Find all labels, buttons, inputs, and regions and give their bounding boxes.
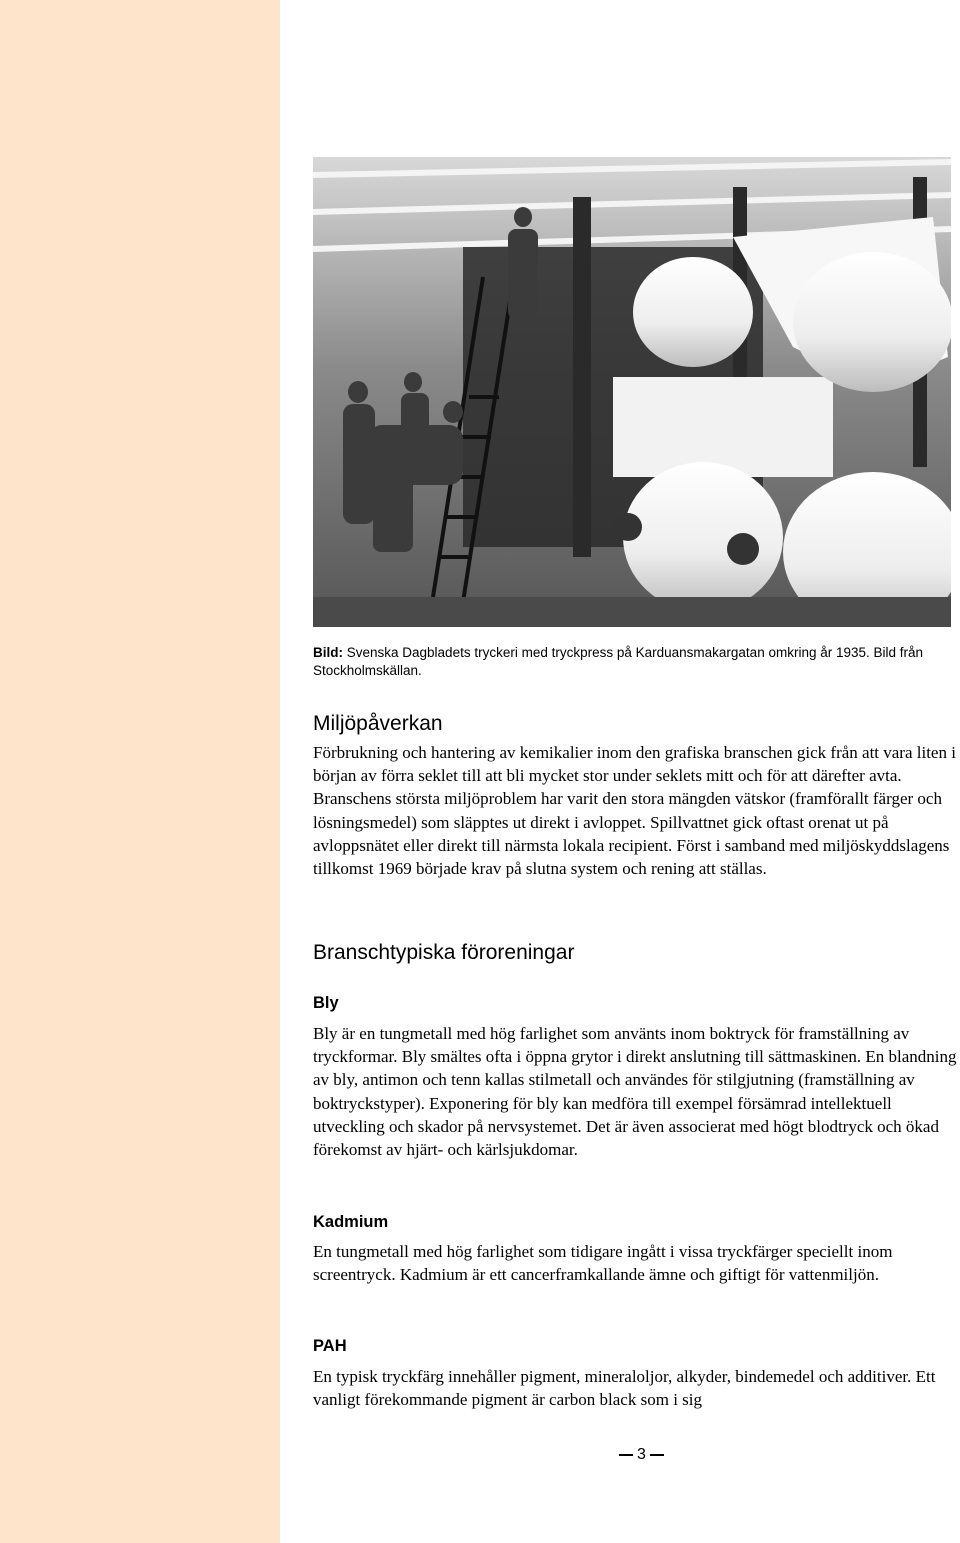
photo-caption bbox=[313, 644, 943, 680]
printing-press-illustration bbox=[313, 157, 951, 627]
caption-text: Svenska Dagbladets tryckeri med tryckpress på Karduansmakargatan omkring år 1935. Bild från Stockholmskällan. bbox=[313, 645, 924, 678]
heading-pah: PAH bbox=[313, 1337, 347, 1355]
page-number: 3 bbox=[637, 1446, 646, 1463]
caption-label: Bild: bbox=[313, 645, 343, 660]
heading-miljopaverkan: Miljöpåverkan bbox=[313, 712, 443, 735]
paragraph-kadmium: En tungmetall med hög farlighet som tidigare ingått i vissa tryckfärger speciellt inom screentryck. Kadmium är ett cancerframkallande ämne och giftigt för vattenmiljön. bbox=[313, 1242, 893, 1285]
heading-branschtypiska-fororeningar: Branschtypiska föroreningar bbox=[313, 941, 575, 964]
paragraph-bly: Bly är en tungmetall med hög farlighet som använts inom boktryck för framställning av tryckformar. Bly smältes ofta i öppna grytor i direkt anslutning till sättmaskinen. En blandning av bly, antimon och tenn kallas stilmetall och användes för stilgjutning (framställning av boktryckstyper). Exponering för bly kan medföra till exempel försämrad intellektuell utveckling och skador på nervsystemet. Det är även associerat med högt blodtryck och ökad förekomst av hjärt- och kärlsjukdomar. bbox=[313, 1024, 957, 1160]
paragraph-miljopaverkan: Förbrukning och hantering av kemikalier inom den grafiska branschen gick från att vara liten i början av förra seklet till att bli mycket stor under seklets mitt och för att därefter avta. Branschens största miljöproblem har varit den stora mängden vätskor (framförallt färger och lösningsmedel) som släpptes ut direkt i avloppet. Spillvattnet gick oftast orenat ut på avloppsnätet eller direkt till närmsta lokala recipient. Först i samband med miljöskyddslagens tillkomst 1969 började krav på slutna system och rening att ställas. bbox=[313, 743, 956, 879]
dash-right bbox=[650, 1454, 664, 1456]
side-color-band bbox=[0, 0, 280, 1543]
heading-kadmium: Kadmium bbox=[313, 1213, 389, 1231]
paragraph-pah: En typisk tryckfärg innehåller pigment, mineraloljor, alkyder, bindemedel och additiver. Ett vanligt förekommande pigment är carbon black som i sig bbox=[313, 1367, 936, 1410]
dash-left bbox=[619, 1454, 633, 1456]
printing-press-photo bbox=[313, 157, 951, 627]
heading-bly: Bly bbox=[313, 994, 339, 1012]
